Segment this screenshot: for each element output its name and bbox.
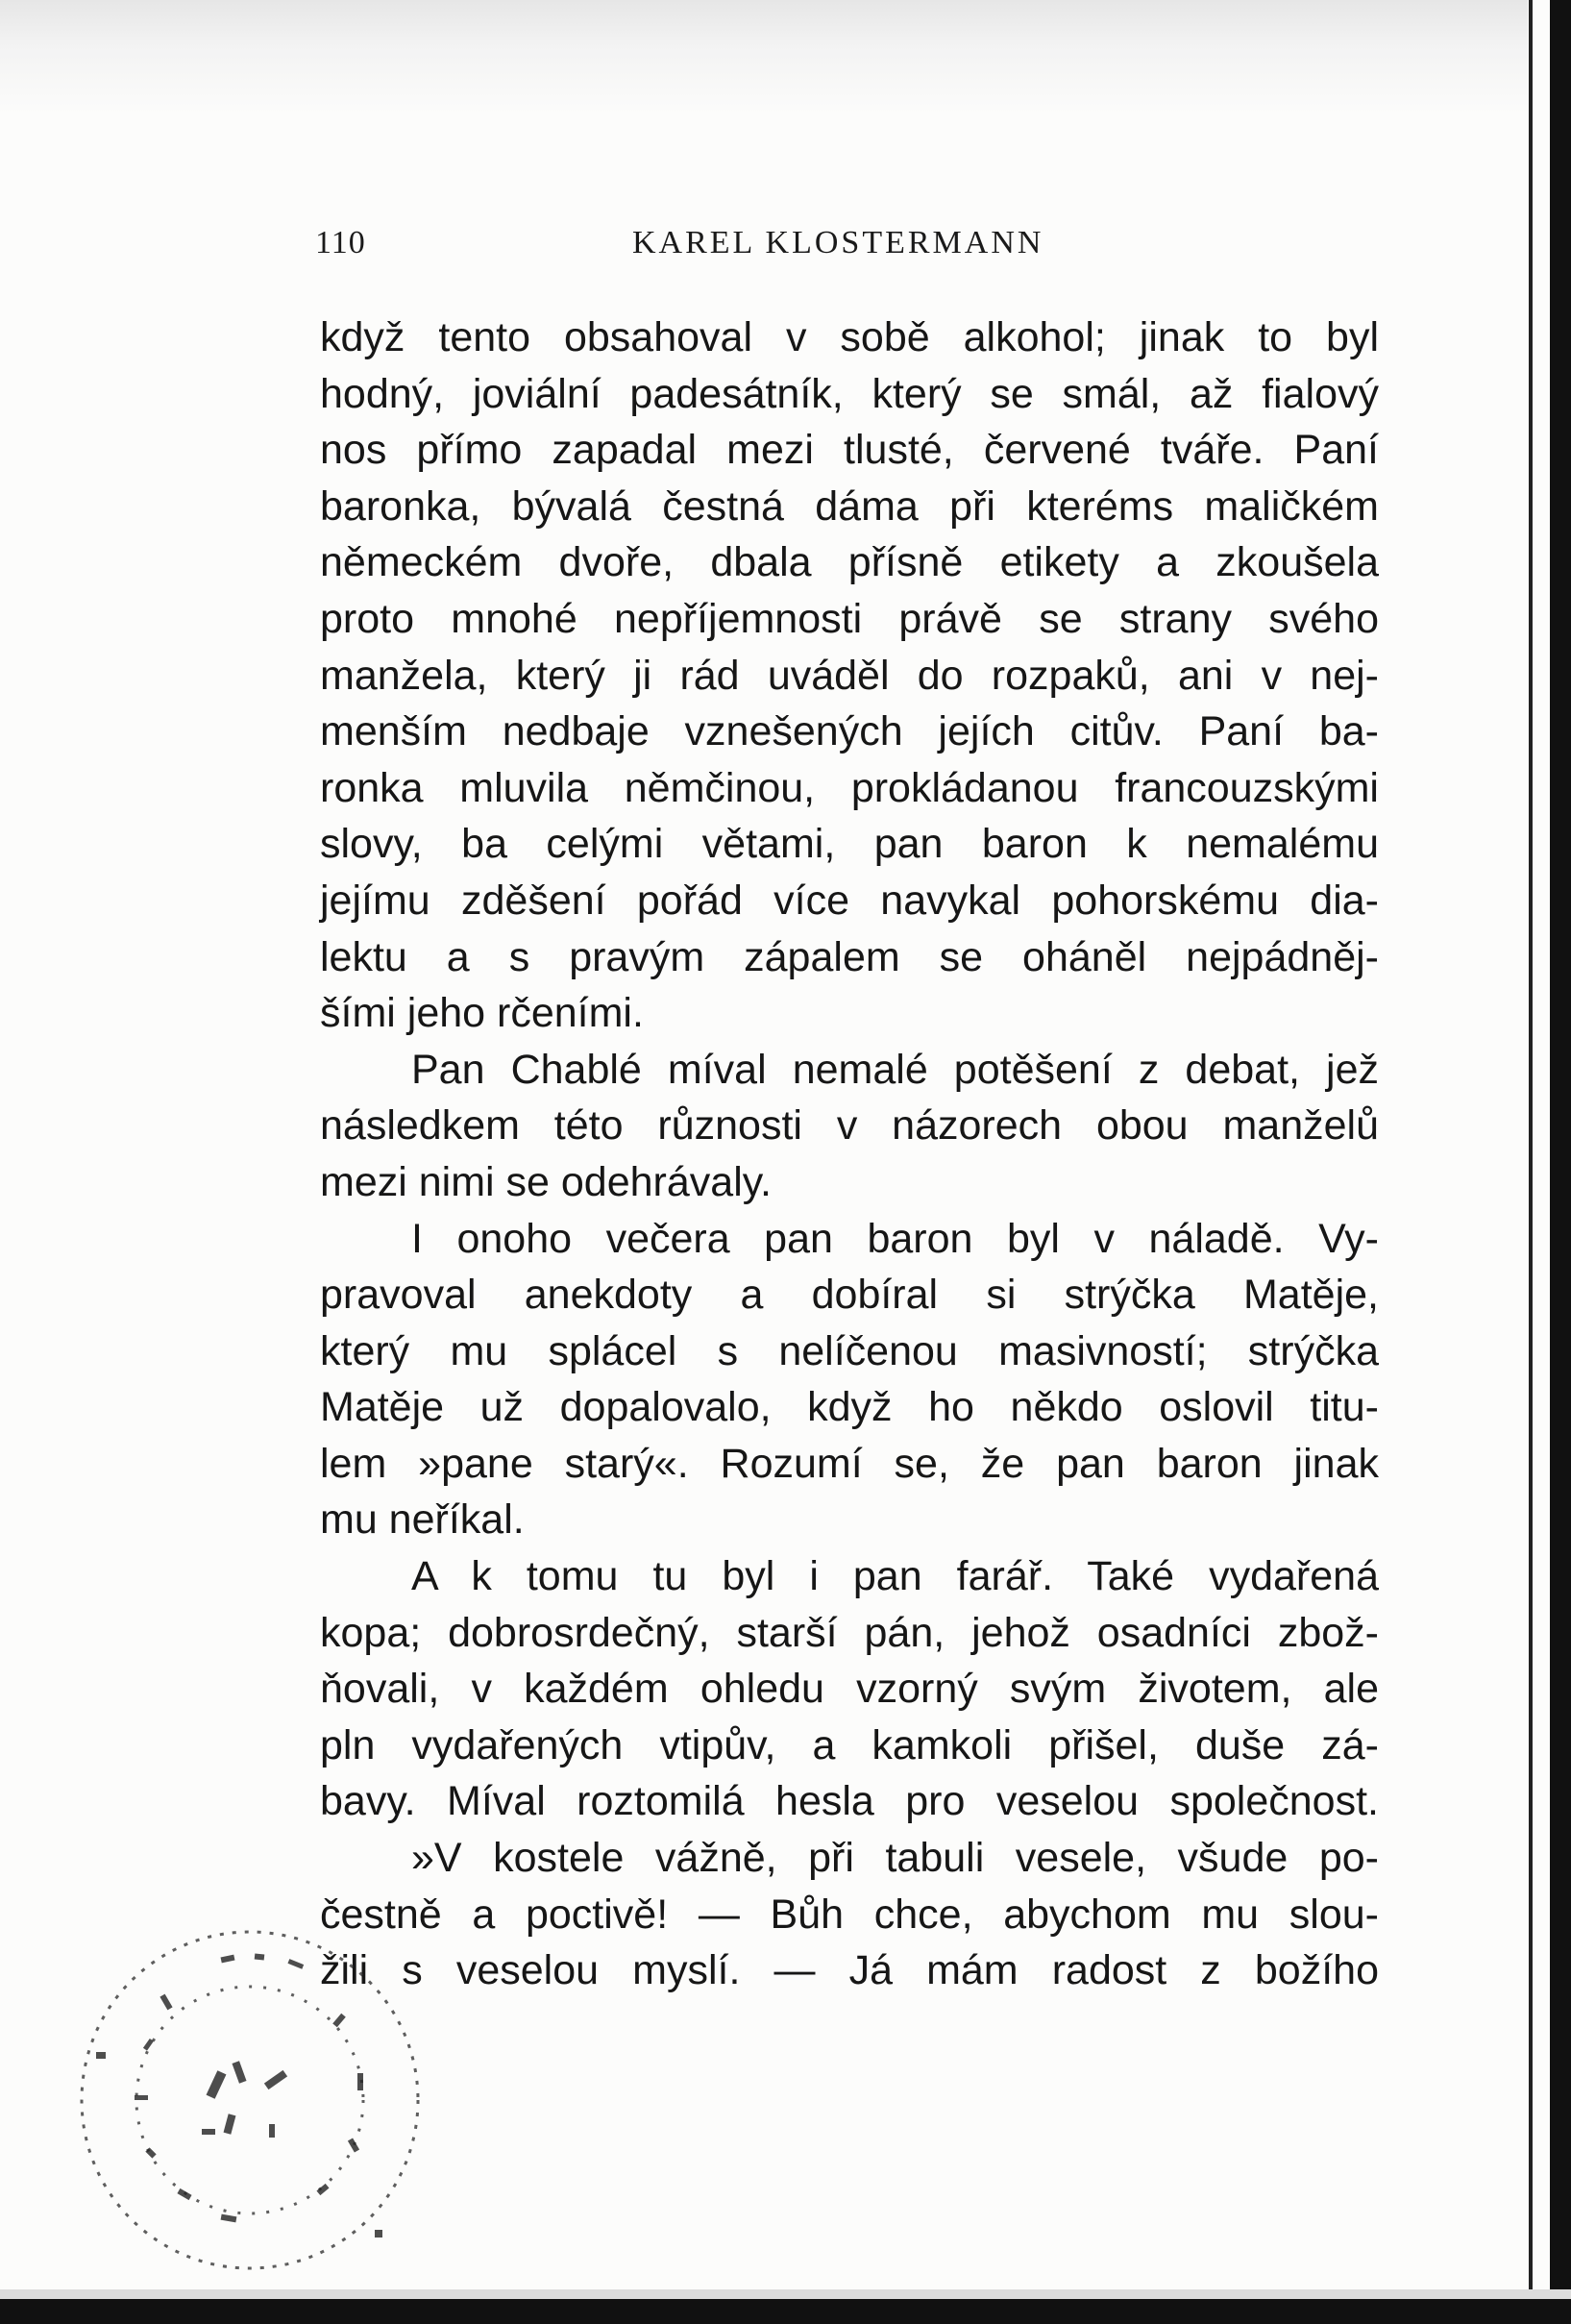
- text-line: jejímu zděšení pořád více navykal pohorskému dia-: [320, 877, 1379, 924]
- scan-shadow: [0, 0, 1528, 115]
- text-line: čestně a poctivě! — Bůh chce, abychom mu slou-: [320, 1891, 1379, 1938]
- text-line: proto mnohé nepříjemnosti právě se strany svého: [320, 595, 1379, 642]
- running-head: KAREL KLOSTERMANN: [632, 225, 1044, 260]
- text-line: lektu a s pravým zápalem se oháněl nejpádněj-: [320, 933, 1379, 980]
- text-line: žili s veselou myslí. — Já mám radost z božího: [320, 1947, 1379, 1994]
- text-line: »V kostele vážně, při tabuli vesele, všude po-: [411, 1835, 1379, 1882]
- text-line: nos přímo zapadal mezi tlusté, červené tváře. Paní: [320, 427, 1379, 474]
- text-line: menším nedbaje vznešených jejích citův. Paní ba-: [320, 708, 1379, 755]
- text-line: mu neříkal.: [320, 1496, 525, 1544]
- text-line: který mu splácel s nelíčenou masivností; strýčka: [320, 1327, 1379, 1374]
- text-line: I onoho večera pan baron byl v náladě. Vy-: [411, 1215, 1379, 1262]
- text-line: mezi nimi se odehrávaly.: [320, 1158, 772, 1205]
- scan-border-right: [1550, 0, 1571, 2324]
- text-line: Matěje už dopalovalo, když ho někdo oslovil titu-: [320, 1384, 1379, 1431]
- text-line: manžela, který ji rád uváděl do rozpaků, ani v nej-: [320, 652, 1379, 699]
- text-line: pln vydařených vtipův, a kamkoli přišel, duše zá-: [320, 1721, 1379, 1768]
- text-line: ňovali, v každém ohledu vzorný svým životem, ale: [320, 1666, 1379, 1713]
- text-line: hodný, joviální padesátník, který se smál, až fialový: [320, 370, 1379, 417]
- text-line: ronka mluvila němčinou, prokládanou francouzskými: [320, 764, 1379, 811]
- page-number: 110: [315, 225, 366, 260]
- library-stamp-icon: [58, 1898, 442, 2292]
- body-text: [320, 309, 1379, 1999]
- text-line: bavy. Míval roztomilá hesla pro veselou společnost.: [320, 1778, 1379, 1825]
- text-line: Pan Chablé míval nemalé potěšení z debat, jež: [411, 1046, 1379, 1093]
- text-line: A k tomu tu byl i pan farář. Také vydařená: [411, 1553, 1379, 1600]
- text-line: pravoval anekdoty a dobíral si strýčka Matěje,: [320, 1272, 1379, 1319]
- text-line: německém dvoře, dbala přísně etikety a zkoušela: [320, 539, 1379, 586]
- scan-border-bottom: [0, 2299, 1571, 2324]
- text-line: lem »pane starý«. Rozumí se, že pan baron jinak: [320, 1440, 1379, 1487]
- text-line: kopa; dobrosrdečný, starší pán, jehož osadníci zbož-: [320, 1609, 1379, 1656]
- page-edge-line: [1529, 0, 1533, 2324]
- text-line: když tento obsahoval v sobě alkohol; jinak to byl: [320, 314, 1379, 360]
- page-header: [315, 221, 1372, 269]
- text-line: následkem této různosti v názorech obou manželů: [320, 1102, 1379, 1150]
- text-line: baronka, bývalá čestná dáma při kteréms maličkém: [320, 482, 1379, 530]
- text-line: slovy, ba celými větami, pan baron k nemalému: [320, 821, 1379, 868]
- text-line: šími jeho rčeními.: [320, 990, 644, 1037]
